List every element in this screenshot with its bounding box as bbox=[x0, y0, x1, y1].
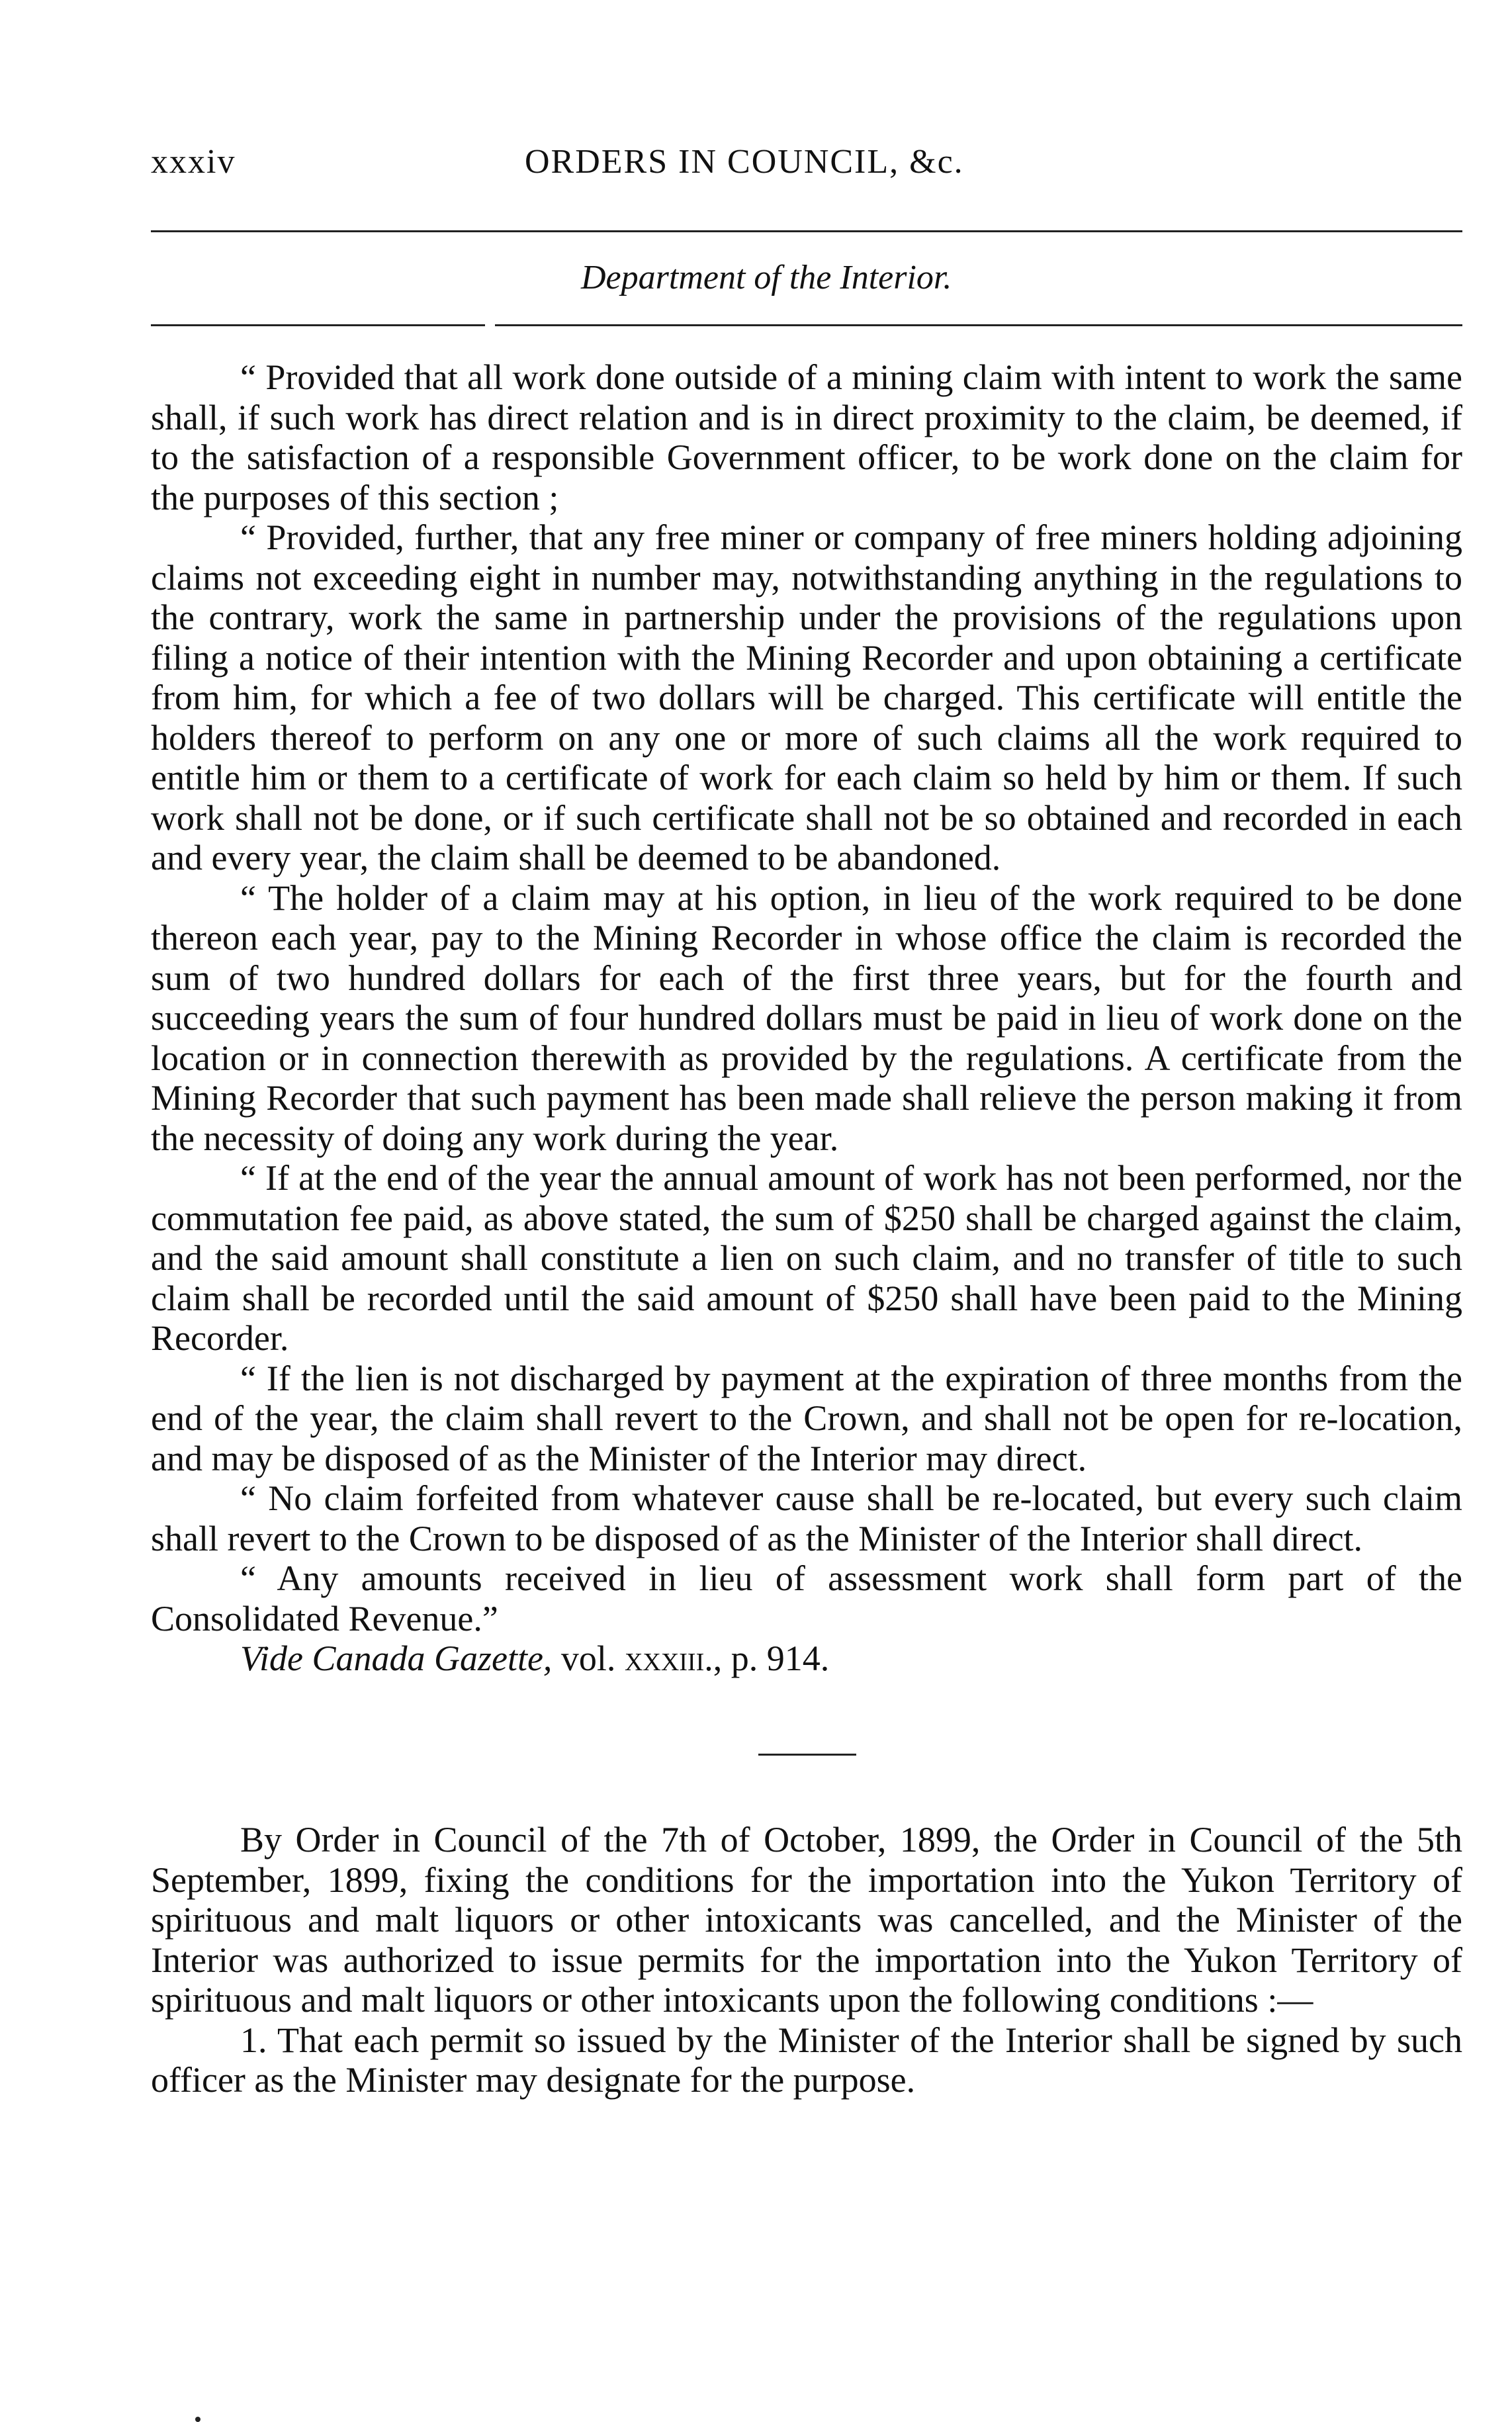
paragraph-forfeited-claim: “ No claim forfeited from whatever cause shall be re-located, but every such claim shall revert to the Crown to be disposed of as the Minister of the Interior shall direct. bbox=[151, 1478, 1462, 1558]
heading-rule-right bbox=[495, 324, 1462, 326]
order-in-council-text bbox=[151, 1820, 1462, 2100]
paragraph-lien: “ If at the end of the year the annual amount of work has not been performed, nor the commutation fee paid, as above stated, the sum of $250 shall be charged against the claim, and the said amount shall constitute a lien on such claim, and no transfer of title to such claim shall be recorded until the said amount of $250 shall have been paid to the Mining Recorder. bbox=[151, 1158, 1462, 1358]
running-head bbox=[151, 132, 1462, 192]
paragraph-commutation-payment: “ The holder of a claim may at his option, in lieu of the work required to be done thereon each year, pay to the Mining Recorder in whose office the claim is recorded the sum of two hundred dollars for each of the first three years, but for the fourth and succeeding years the sum of four hundred dollars must be paid in lieu of work done on the location or in connection therewith as provided by the regulations. A certificate from the Mining Recorder that such payment has been made shall relieve the person making it from the necessity of doing any work during the year. bbox=[151, 877, 1462, 1158]
paragraph-order-summary: By Order in Council of the 7th of October, 1899, the Order in Council of the 5th September, 1899, fixing the conditions for the importation into the Yukon Territory of spirituous and malt liquors or other intoxicants was cancelled, and the Minister of the Interior was authorized to issue permits for the importation into the Yukon Territory of spirituous and malt liquors or other intoxicants upon the following conditions :— bbox=[151, 1820, 1462, 2020]
section-separator bbox=[758, 1754, 856, 1756]
paragraph-consolidated-revenue: “ Any amounts received in lieu of assessment work shall form part of the Consolidated Revenue.” bbox=[151, 1558, 1462, 1638]
top-rule bbox=[151, 230, 1462, 232]
gazette-volume: xxxiii. bbox=[624, 1638, 713, 1678]
department-heading: Department of the Interior. bbox=[581, 259, 952, 296]
paragraph-work-outside-claim: “ Provided that all work done outside of a mining claim with intent to work the same shall, if such work has direct relation and is in direct proximity to the claim, be deemed, if to the satisfaction of a responsible Government officer, to be work done on the claim for the purposes of this section ; bbox=[151, 357, 1462, 517]
paragraph-partnership: “ Provided, further, that any free miner or company of free miners holding adjoining claims not exceeding eight in number may, notwithstanding anything in the regulations to the contrary, work the same in partnership under the provisions of the regulations upon filing a notice of their intention with the Mining Recorder and upon obtaining a certificate from him, for which a fee of two dollars will be charged. This certificate will entitle the holders thereof to perform on any one or more of such claims all the work required to entitle him or them to a certificate of work for each claim so held by him or them. If such work shall not be done, or if such certificate shall not be so obtained and recorded in each and every year, the claim shall be deemed to be abandoned. bbox=[151, 517, 1462, 877]
document-page bbox=[151, 132, 1462, 2100]
heading-rule-left bbox=[151, 324, 485, 326]
paragraph-reversion: “ If the lien is not discharged by payment at the expiration of three months from the end of the year, the claim shall revert to the Crown, and shall not be open for re-location, and may be disposed of as the Minister of the Interior may direct. bbox=[151, 1358, 1462, 1478]
gazette-reference-title: Vide Canada Gazette, bbox=[240, 1638, 553, 1678]
regulation-text bbox=[151, 357, 1462, 1679]
gazette-volume-label: vol. bbox=[560, 1638, 616, 1678]
gazette-page: , p. 914. bbox=[713, 1638, 830, 1678]
gazette-reference bbox=[151, 1638, 1462, 1679]
paragraph-condition-1: 1. That each permit so issued by the Minister of the Interior shall be signed by such officer as the Minister may designate for the purpose. bbox=[151, 2020, 1462, 2100]
page-number: xxxiv bbox=[151, 143, 236, 181]
running-title: ORDERS IN COUNCIL, &c. bbox=[525, 143, 964, 181]
